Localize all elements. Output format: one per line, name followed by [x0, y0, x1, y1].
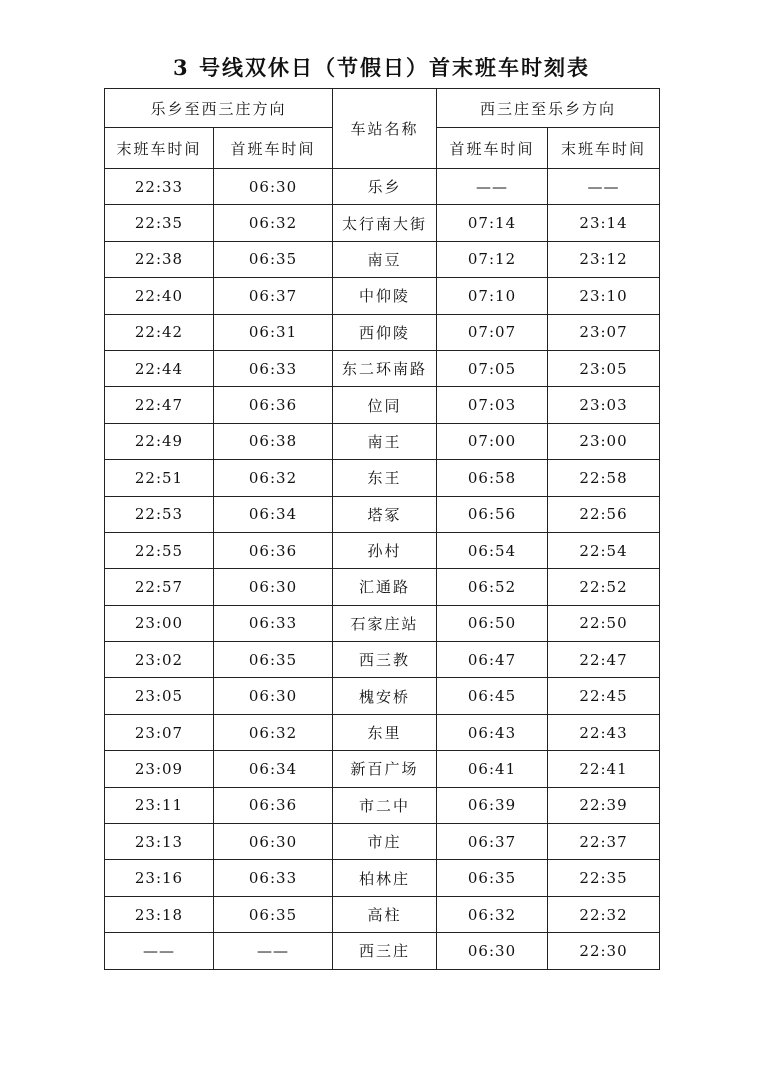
right-first-train-cell: 06:54 — [437, 532, 548, 568]
left-first-train-cell: 06:30 — [214, 169, 333, 205]
station-name-cell: 西三庄 — [333, 933, 437, 969]
table-row — [105, 860, 660, 896]
table-row — [105, 314, 660, 350]
right-first-train-cell: 06:50 — [437, 605, 548, 641]
right-last-train-cell: 22:56 — [548, 496, 660, 532]
right-first-train-cell: 07:05 — [437, 350, 548, 386]
right-first-train-cell: 07:07 — [437, 314, 548, 350]
left-first-train-cell: 06:31 — [214, 314, 333, 350]
right-last-train-cell: 22:37 — [548, 824, 660, 860]
header-left-last-train: 末班车时间 — [105, 128, 214, 169]
station-name-cell: 位同 — [333, 387, 437, 423]
right-first-train-cell: 06:35 — [437, 860, 548, 896]
right-last-train-cell: 23:00 — [548, 423, 660, 459]
left-last-train-cell: 22:49 — [105, 423, 214, 459]
right-last-train-cell: 22:30 — [548, 933, 660, 969]
station-name-cell: 柏林庄 — [333, 860, 437, 896]
right-last-train-cell: 22:52 — [548, 569, 660, 605]
station-name-cell: 东二环南路 — [333, 350, 437, 386]
table-row — [105, 532, 660, 568]
left-first-train-cell: 06:35 — [214, 642, 333, 678]
left-first-train-cell: 06:33 — [214, 605, 333, 641]
left-last-train-cell: 22:38 — [105, 241, 214, 277]
station-name-cell: 南王 — [333, 423, 437, 459]
left-first-train-cell: 06:37 — [214, 278, 333, 314]
table-row — [105, 350, 660, 386]
left-first-train-cell: 06:34 — [214, 496, 333, 532]
left-first-train-cell: 06:36 — [214, 532, 333, 568]
station-name-cell: 南豆 — [333, 241, 437, 277]
table-row — [105, 169, 660, 205]
station-name-cell: 东王 — [333, 460, 437, 496]
station-name-cell: 石家庄站 — [333, 605, 437, 641]
left-first-train-cell: 06:38 — [214, 423, 333, 459]
left-first-train-cell: 06:35 — [214, 241, 333, 277]
left-first-train-cell: 06:32 — [214, 460, 333, 496]
station-name-cell: 乐乡 — [333, 169, 437, 205]
right-first-train-cell: 06:45 — [437, 678, 548, 714]
right-first-train-cell: 06:56 — [437, 496, 548, 532]
right-first-train-cell: 07:03 — [437, 387, 548, 423]
right-first-train-cell: 07:10 — [437, 278, 548, 314]
right-first-train-cell: 06:58 — [437, 460, 548, 496]
table-row — [105, 751, 660, 787]
right-first-train-cell: —— — [437, 169, 548, 205]
right-first-train-cell: 06:47 — [437, 642, 548, 678]
left-last-train-cell: —— — [105, 933, 214, 969]
right-first-train-cell: 07:00 — [437, 423, 548, 459]
right-first-train-cell: 06:30 — [437, 933, 548, 969]
table-row — [105, 569, 660, 605]
station-name-cell: 高柱 — [333, 896, 437, 932]
timetable-body — [105, 169, 660, 970]
right-last-train-cell: 22:47 — [548, 642, 660, 678]
table-row — [105, 460, 660, 496]
left-first-train-cell: 06:33 — [214, 860, 333, 896]
table-row — [105, 387, 660, 423]
timetable — [104, 88, 660, 970]
right-last-train-cell: 22:45 — [548, 678, 660, 714]
table-row — [105, 933, 660, 969]
right-first-train-cell: 06:52 — [437, 569, 548, 605]
station-name-cell: 槐安桥 — [333, 678, 437, 714]
right-first-train-cell: 06:39 — [437, 787, 548, 823]
left-first-train-cell: 06:34 — [214, 751, 333, 787]
table-row — [105, 787, 660, 823]
right-last-train-cell: 22:41 — [548, 751, 660, 787]
table-row — [105, 241, 660, 277]
header-left-direction: 乐乡至西三庄方向 — [105, 89, 333, 128]
right-last-train-cell: 23:03 — [548, 387, 660, 423]
right-first-train-cell: 06:43 — [437, 714, 548, 750]
left-last-train-cell: 23:11 — [105, 787, 214, 823]
right-last-train-cell: 23:12 — [548, 241, 660, 277]
station-name-cell: 西仰陵 — [333, 314, 437, 350]
header-row-directions — [105, 89, 660, 128]
left-last-train-cell: 23:16 — [105, 860, 214, 896]
left-first-train-cell: 06:32 — [214, 205, 333, 241]
right-last-train-cell: 23:14 — [548, 205, 660, 241]
station-name-cell: 孙村 — [333, 532, 437, 568]
station-name-cell: 市庄 — [333, 824, 437, 860]
left-last-train-cell: 23:05 — [105, 678, 214, 714]
left-first-train-cell: —— — [214, 933, 333, 969]
left-last-train-cell: 22:35 — [105, 205, 214, 241]
left-last-train-cell: 22:40 — [105, 278, 214, 314]
left-last-train-cell: 23:00 — [105, 605, 214, 641]
right-last-train-cell: 23:10 — [548, 278, 660, 314]
left-first-train-cell: 06:33 — [214, 350, 333, 386]
left-first-train-cell: 06:30 — [214, 569, 333, 605]
left-first-train-cell: 06:36 — [214, 387, 333, 423]
left-last-train-cell: 22:51 — [105, 460, 214, 496]
header-left-first-train: 首班车时间 — [214, 128, 333, 169]
right-last-train-cell: 22:50 — [548, 605, 660, 641]
table-row — [105, 896, 660, 932]
right-last-train-cell: 22:58 — [548, 460, 660, 496]
station-name-cell: 太行南大街 — [333, 205, 437, 241]
left-first-train-cell: 06:30 — [214, 678, 333, 714]
table-row — [105, 423, 660, 459]
left-last-train-cell: 23:09 — [105, 751, 214, 787]
left-last-train-cell: 22:57 — [105, 569, 214, 605]
station-name-cell: 西三教 — [333, 642, 437, 678]
right-last-train-cell: 22:32 — [548, 896, 660, 932]
station-name-cell: 汇通路 — [333, 569, 437, 605]
left-first-train-cell: 06:35 — [214, 896, 333, 932]
table-row — [105, 496, 660, 532]
station-name-cell: 市二中 — [333, 787, 437, 823]
left-last-train-cell: 23:02 — [105, 642, 214, 678]
header-station-name: 车站名称 — [333, 89, 437, 169]
left-first-train-cell: 06:36 — [214, 787, 333, 823]
table-row — [105, 678, 660, 714]
right-last-train-cell: 22:35 — [548, 860, 660, 896]
left-last-train-cell: 22:47 — [105, 387, 214, 423]
right-last-train-cell: 23:07 — [548, 314, 660, 350]
right-last-train-cell: 22:43 — [548, 714, 660, 750]
station-name-cell: 新百广场 — [333, 751, 437, 787]
table-row — [105, 605, 660, 641]
right-last-train-cell: 22:39 — [548, 787, 660, 823]
station-name-cell: 东里 — [333, 714, 437, 750]
right-last-train-cell: 22:54 — [548, 532, 660, 568]
left-last-train-cell: 23:07 — [105, 714, 214, 750]
left-last-train-cell: 22:55 — [105, 532, 214, 568]
left-last-train-cell: 22:44 — [105, 350, 214, 386]
station-name-cell: 塔冢 — [333, 496, 437, 532]
table-row — [105, 824, 660, 860]
page-title: 3 号线双休日（节假日）首末班车时刻表 — [173, 55, 590, 80]
right-first-train-cell: 06:32 — [437, 896, 548, 932]
left-last-train-cell: 22:53 — [105, 496, 214, 532]
left-last-train-cell: 22:42 — [105, 314, 214, 350]
header-right-direction: 西三庄至乐乡方向 — [437, 89, 660, 128]
table-row — [105, 714, 660, 750]
right-first-train-cell: 07:12 — [437, 241, 548, 277]
right-last-train-cell: 23:05 — [548, 350, 660, 386]
left-first-train-cell: 06:32 — [214, 714, 333, 750]
right-first-train-cell: 07:14 — [437, 205, 548, 241]
table-row — [105, 205, 660, 241]
left-first-train-cell: 06:30 — [214, 824, 333, 860]
table-row — [105, 278, 660, 314]
right-first-train-cell: 06:41 — [437, 751, 548, 787]
right-first-train-cell: 06:37 — [437, 824, 548, 860]
left-last-train-cell: 22:33 — [105, 169, 214, 205]
left-last-train-cell: 23:13 — [105, 824, 214, 860]
header-right-first-train: 首班车时间 — [437, 128, 548, 169]
station-name-cell: 中仰陵 — [333, 278, 437, 314]
table-row — [105, 642, 660, 678]
header-right-last-train: 末班车时间 — [548, 128, 660, 169]
left-last-train-cell: 23:18 — [105, 896, 214, 932]
right-last-train-cell: —— — [548, 169, 660, 205]
